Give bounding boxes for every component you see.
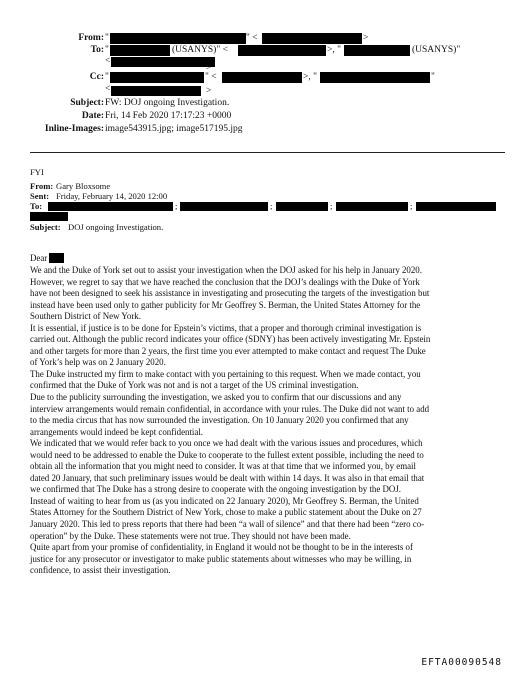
to-name2: (USANYS)" — [412, 45, 461, 55]
from-mid: " < — [246, 33, 258, 43]
letter-line: obtain all the information that you might need to consider. It was at that time that we informed you, by email — [30, 461, 416, 472]
redaction-block — [49, 253, 64, 263]
date-value: Fri, 14 Feb 2020 17:17:23 +0000 — [105, 111, 232, 121]
to-lt: < — [105, 56, 111, 66]
salutation: Dear — [30, 253, 48, 263]
redaction-block — [111, 57, 215, 67]
to-quote: " — [105, 45, 109, 55]
letter-line: we confirmed that The Duke has a strong desire to cooperate with the ongoing investigation by the DOJ. — [30, 484, 402, 495]
letter-line: carried out. Although the public record indicates your office (SDNY) has been actively investigating Mr. Epstein — [30, 334, 431, 345]
letter-line: States Attorney for the Southern District of New York, chose to make a public statement about the Duke on 27 — [30, 507, 422, 518]
fwd-sent-value: Friday, February 14, 2020 12:00 — [56, 191, 168, 201]
letter-line: confirmed that the Duke of York was not and is not a target of the US criminal investigation. — [30, 380, 359, 391]
redaction-block — [110, 45, 170, 56]
letter-line: Quite apart from your promise of confidentiality, in England it would not be thought to be in the interests of — [30, 542, 413, 553]
fwd-to-sep: ; — [410, 201, 413, 211]
letter-line: of York’s help was on 2 January 2020. — [30, 357, 166, 368]
redaction-block — [320, 72, 430, 83]
separator-line — [30, 152, 505, 153]
to-name1: (USANYS)" < — [172, 45, 228, 55]
redaction-block — [336, 202, 408, 211]
subject-label: Subject: — [70, 98, 104, 108]
date-label: Date: — [81, 111, 104, 121]
redaction-block — [416, 202, 496, 211]
letter-line: January 2020. This led to press reports that there had been “a wall of silence” and that there had been “zero co- — [30, 519, 425, 530]
letter-line: operation” by the Duke. These statements were not true. They should not have been made. — [30, 530, 351, 541]
redaction-block — [110, 72, 204, 83]
letter-line: dated 20 January, that such preliminary issues would be dealt with within 14 days. It was also in that email that — [30, 472, 425, 483]
cc-label: Cc: — [89, 72, 104, 82]
redaction-block — [238, 45, 326, 56]
letter-line: Southern District of New York. — [30, 311, 141, 322]
fwd-subject-label: Subject: — [30, 222, 61, 232]
letter-line: have not been designed to seek his assistance in investigating and prosecuting the targets of the investigation but — [30, 288, 430, 299]
redaction-block — [344, 45, 410, 56]
fwd-to-sep: ; — [330, 201, 333, 211]
letter-line: However, we regret to say that we have reached the conclusion that the DOJ’s dealings with the Duke of York — [30, 276, 420, 287]
letter-line: to the media circus that has now surrounded the investigation. On 10 January 2020 you confirmed that any — [30, 415, 409, 426]
letter-line: Instead of waiting to hear from us (as you indicated on 22 January 2020), Mr Geoffrey S. Berman, the United — [30, 495, 419, 506]
fwd-to-sep: ; — [270, 201, 273, 211]
subject-value: FW: DOJ ongoing Investigation. — [105, 98, 230, 108]
to-gt: > — [206, 63, 212, 73]
inline-images-label: Inline-Images: — [44, 124, 104, 134]
letter-line: and other targets for more than 2 years, the first time you ever attempted to make contact and request The Duke — [30, 345, 426, 356]
cc-lt: < — [105, 84, 111, 94]
letter-line: confidence, to assist their investigation. — [30, 565, 171, 576]
cc-mid2: >, " — [303, 72, 317, 82]
fyi-text: FYI — [30, 167, 44, 177]
letter-line: justice for any prosecutor or investigator to make public statements about witnesses who may be willing, in — [30, 553, 412, 564]
cc-end: " — [431, 72, 435, 82]
to-label: To: — [90, 45, 104, 55]
document-id: EFTA00090548 — [421, 657, 502, 668]
redaction-block — [276, 202, 328, 211]
fwd-from-value: Gary Bloxsome — [56, 181, 111, 191]
cc-quote: " — [105, 72, 109, 82]
redaction-block — [262, 33, 362, 44]
letter-line: arrangements would indeed be kept confidential. — [30, 426, 204, 437]
redaction-block — [48, 202, 173, 211]
inline-images-value: image543915.jpg; image517195.jpg — [105, 124, 243, 134]
fwd-subject-value: DOJ ongoing Investigation. — [68, 222, 164, 232]
letter-line: It is essential, if justice is to be done for Epstein’s victims, that a proper and thorough criminal investigation is — [30, 322, 422, 333]
to-sep: >, " — [327, 45, 341, 55]
redaction-block — [180, 202, 268, 211]
fwd-to-sep: ; — [175, 201, 178, 211]
cc-mid1: " < — [205, 72, 217, 82]
letter-line: would need to be addressed to enable the Duke to cooperate to the fullest extent possible, including the need to — [30, 449, 424, 460]
from-end: > — [363, 33, 369, 43]
from-label: From: — [78, 33, 104, 43]
letter-line: We and the Duke of York set out to assist your investigation when the DOJ asked for his help in January 2020. — [30, 265, 422, 275]
fwd-to-label: To: — [30, 201, 43, 211]
redaction-block — [111, 86, 201, 96]
letter-line: The Duke instructed my firm to make contact with you pertaining to this request. When we made contact, you — [30, 368, 421, 379]
letter-line: interview arrangements would remain confidential, in accordance with your rules. The Duke did not want to add — [30, 403, 430, 414]
fwd-from-label: From: — [30, 181, 54, 191]
from-quote: " — [105, 33, 109, 43]
letter-line: Due to the publicity surrounding the investigation, we asked you to confirm that our discussions and any — [30, 392, 402, 403]
fwd-sent-label: Sent: — [30, 191, 50, 201]
redaction-block — [30, 212, 68, 221]
redaction-block — [110, 33, 246, 44]
cc-gt: > — [206, 86, 212, 96]
letter-paragraphs — [30, 265, 500, 577]
redaction-block — [222, 72, 302, 83]
letter-line: instead have been used only to gather publicity for Mr Geoffrey S. Berman, the United States Attorney for the — [30, 299, 421, 310]
letter-line: We indicated that we would refer back to you once we had dealt with the various issues and procedures, which — [30, 438, 423, 449]
